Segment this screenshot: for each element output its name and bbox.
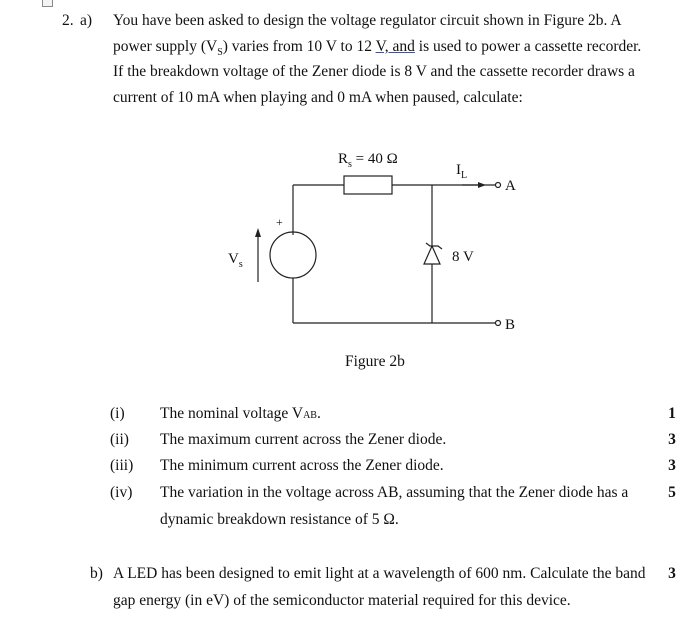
part-a-label: a) bbox=[80, 12, 93, 29]
figure-caption: Figure 2b bbox=[345, 353, 405, 370]
terminal-b-node bbox=[496, 321, 501, 326]
part-a-line-3: If the breakdown voltage of the Zener diode is 8 V and the cassette recorder draws a bbox=[113, 63, 635, 80]
page-marker bbox=[42, 0, 53, 7]
subq-4-text: The variation in the voltage across AB, assuming that the Zener diode has a bbox=[160, 484, 629, 501]
subq-3-label: (iii) bbox=[110, 457, 134, 474]
line2-underlined: V, and bbox=[375, 38, 415, 55]
rs-label: $R_s = 40$ Ω bbox=[338, 151, 398, 170]
zener-voltage-label: 8 V bbox=[452, 249, 474, 265]
il-arrow-head bbox=[478, 182, 486, 188]
terminal-a-label: A bbox=[505, 178, 516, 194]
il-label: $I_L$ bbox=[456, 162, 468, 181]
part-b-line-2: gap energy (in eV) of the semiconductor material required for this device. bbox=[113, 592, 571, 609]
terminal-a-node bbox=[496, 183, 501, 188]
line2-before: power supply (V bbox=[113, 38, 218, 55]
subq-4-label: (iv) bbox=[110, 484, 133, 501]
subq-2-marks: 3 bbox=[668, 431, 676, 448]
subq-2-label: (ii) bbox=[110, 431, 129, 448]
voltage-source bbox=[270, 232, 316, 278]
line2-sub: S bbox=[217, 47, 223, 59]
subq-4-text-cont: dynamic breakdown resistance of 5 Ω. bbox=[160, 511, 399, 528]
part-a-line-1: You have been asked to design the voltage regulator circuit shown in Figure 2b. A bbox=[113, 12, 622, 29]
voltage-regulator-circuit bbox=[220, 142, 530, 342]
zener-triangle bbox=[424, 246, 440, 264]
part-b-marks: 3 bbox=[668, 565, 676, 582]
vs-label: $V_s$ bbox=[228, 251, 243, 270]
part-a-line-4: current of 10 mA when playing and 0 mA when paused, calculate: bbox=[113, 89, 523, 106]
subq-1-label: (i) bbox=[110, 405, 125, 422]
subq-3-marks: 3 bbox=[668, 457, 676, 474]
line2-after: is used to power a cassette recorder. bbox=[414, 38, 642, 55]
plus-sign: + bbox=[276, 215, 283, 229]
subq-1-text: The nominal voltage VAB. bbox=[160, 405, 321, 422]
part-b-line-1: A LED has been designed to emit light at a wavelength of 600 nm. Calculate the band bbox=[113, 565, 646, 582]
subq-4-marks: 5 bbox=[668, 484, 676, 501]
terminal-b-label: B bbox=[505, 317, 516, 333]
part-a-line-2 bbox=[113, 38, 641, 58]
zener-bar bbox=[426, 243, 442, 249]
part-b-label: b) bbox=[90, 565, 103, 582]
question-number: 2. bbox=[62, 12, 74, 29]
line2-mid: ) varies from 10 V to 12 bbox=[222, 38, 376, 55]
subq-2-text: The maximum current across the Zener diode. bbox=[160, 431, 447, 448]
vs-arrow-head bbox=[255, 228, 261, 237]
subq-1-marks: 1 bbox=[668, 405, 676, 422]
series-resistor-rs bbox=[344, 176, 392, 194]
subq-3-text: The minimum current across the Zener diode. bbox=[160, 457, 444, 474]
